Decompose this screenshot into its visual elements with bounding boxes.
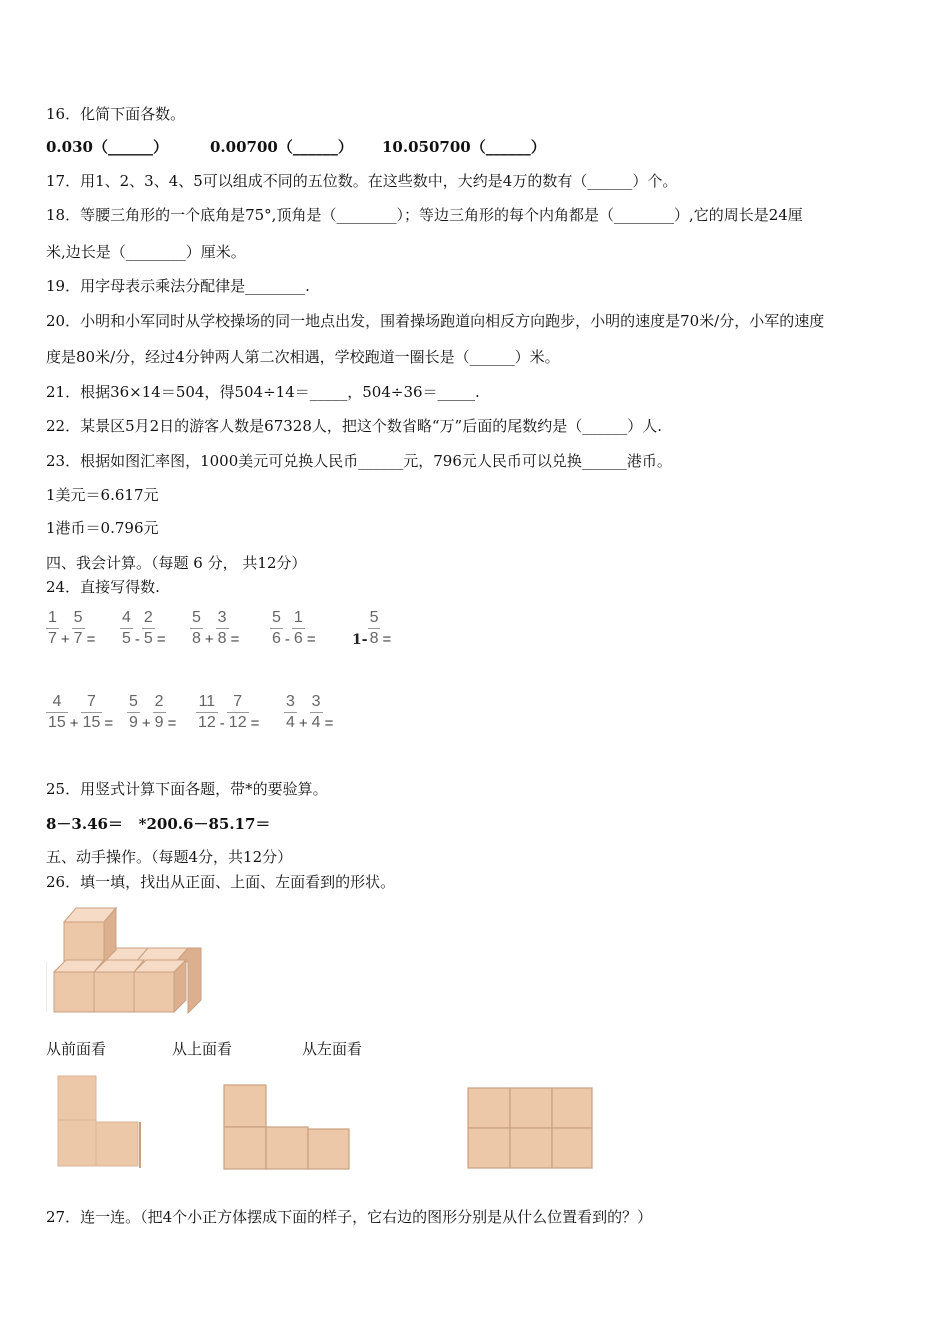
view-label-front: 从前面看 xyxy=(46,1040,107,1058)
view-label-top: 从上面看 xyxy=(172,1040,233,1058)
top-view-shape xyxy=(222,1083,352,1171)
section5-title: 五、动手操作。（每题4分，共12分） xyxy=(46,848,293,866)
fraction-expr: $\frac{4}{15}$ + $\frac{7}{15}$ = xyxy=(48,693,114,732)
q24-title: 24．直接写得数. xyxy=(46,578,160,596)
q23-text: 23．根据如图汇率图，1000美元可兑换人民币______元，796元人民币可以兑换______港币。 xyxy=(46,452,672,470)
q21-text: 21．根据36×14＝504，得504÷14＝_____，504÷36＝_____. xyxy=(46,383,480,401)
q20-line2: 度是80米/分，经过4分钟两人第二次相遇，学校跑道一圈长是（______）米。 xyxy=(46,348,560,366)
fraction-expr: $\frac{3}{4}$ + $\frac{3}{4}$ = xyxy=(286,693,334,732)
fraction-expr: $\frac{11}{12}$ - $\frac{7}{12}$ = xyxy=(198,693,260,732)
q25-title: 25．用竖式计算下面各题，带*的要验算。 xyxy=(46,780,328,798)
fraction-expr: $\frac{5}{6}$ - $\frac{1}{6}$ = xyxy=(272,609,316,648)
section4-title: 四、我会计算。（每题 6 分， 共12分） xyxy=(46,554,307,572)
q16-item-2: 0.00700（______） xyxy=(210,138,353,156)
q18-line2: 米,边长是（________）厘米。 xyxy=(46,243,246,261)
cube-stack-illustration xyxy=(46,900,211,1020)
q16-item-1: 0.030（______） xyxy=(46,138,168,156)
fraction-expr: $\frac{5}{9}$ + $\frac{2}{9}$ = xyxy=(129,693,177,732)
q22-text: 22．某景区5月2日的游客人数是67328人，把这个数省略“万”后面的尾数约是（______）人. xyxy=(46,417,662,435)
q26-title: 26．填一填，找出从正面、上面、左面看到的形状。 xyxy=(46,873,396,891)
q23-rate-usd: 1美元＝6.617元 xyxy=(46,486,159,504)
fraction-expr: 1- $\frac{5}{8}$ = xyxy=(352,609,392,648)
q23-rate-hkd: 1港币＝0.796元 xyxy=(46,519,159,537)
left-view-shape xyxy=(466,1086,594,1170)
q18-line1: 18．等腰三角形的一个底角是75°,顶角是（________）；等边三角形的每个内角都是（________）,它的周长是24厘 xyxy=(46,206,803,224)
q16-title: 16．化简下面各数。 xyxy=(46,105,186,123)
q17-text: 17．用1、2、3、4、5可以组成不同的五位数。在这些数中，大约是4万的数有（______）个。 xyxy=(46,172,678,190)
front-view-shape xyxy=(56,1074,142,1170)
fraction-expr: $\frac{1}{7}$ + $\frac{5}{7}$ = xyxy=(48,609,96,648)
q27-title: 27．连一连。（把4个小正方体摆成下面的样子，它右边的图形分别是从什么位置看到的？） xyxy=(46,1208,653,1226)
fraction-expr: $\frac{4}{5}$ - $\frac{2}{5}$ = xyxy=(122,609,166,648)
view-label-left: 从左面看 xyxy=(302,1040,363,1058)
q25-exprs: 8－3.46＝ *200.6－85.17＝ xyxy=(46,815,271,833)
q20-line1: 20．小明和小军同时从学校操场的同一地点出发，围着操场跑道向相反方向跑步，小明的速度是70米/分，小军的速度 xyxy=(46,312,825,330)
q19-text: 19．用字母表示乘法分配律是________. xyxy=(46,277,310,295)
fraction-expr: $\frac{5}{8}$ + $\frac{3}{8}$ = xyxy=(192,609,240,648)
q16-item-3: 10.050700（______） xyxy=(382,138,546,156)
